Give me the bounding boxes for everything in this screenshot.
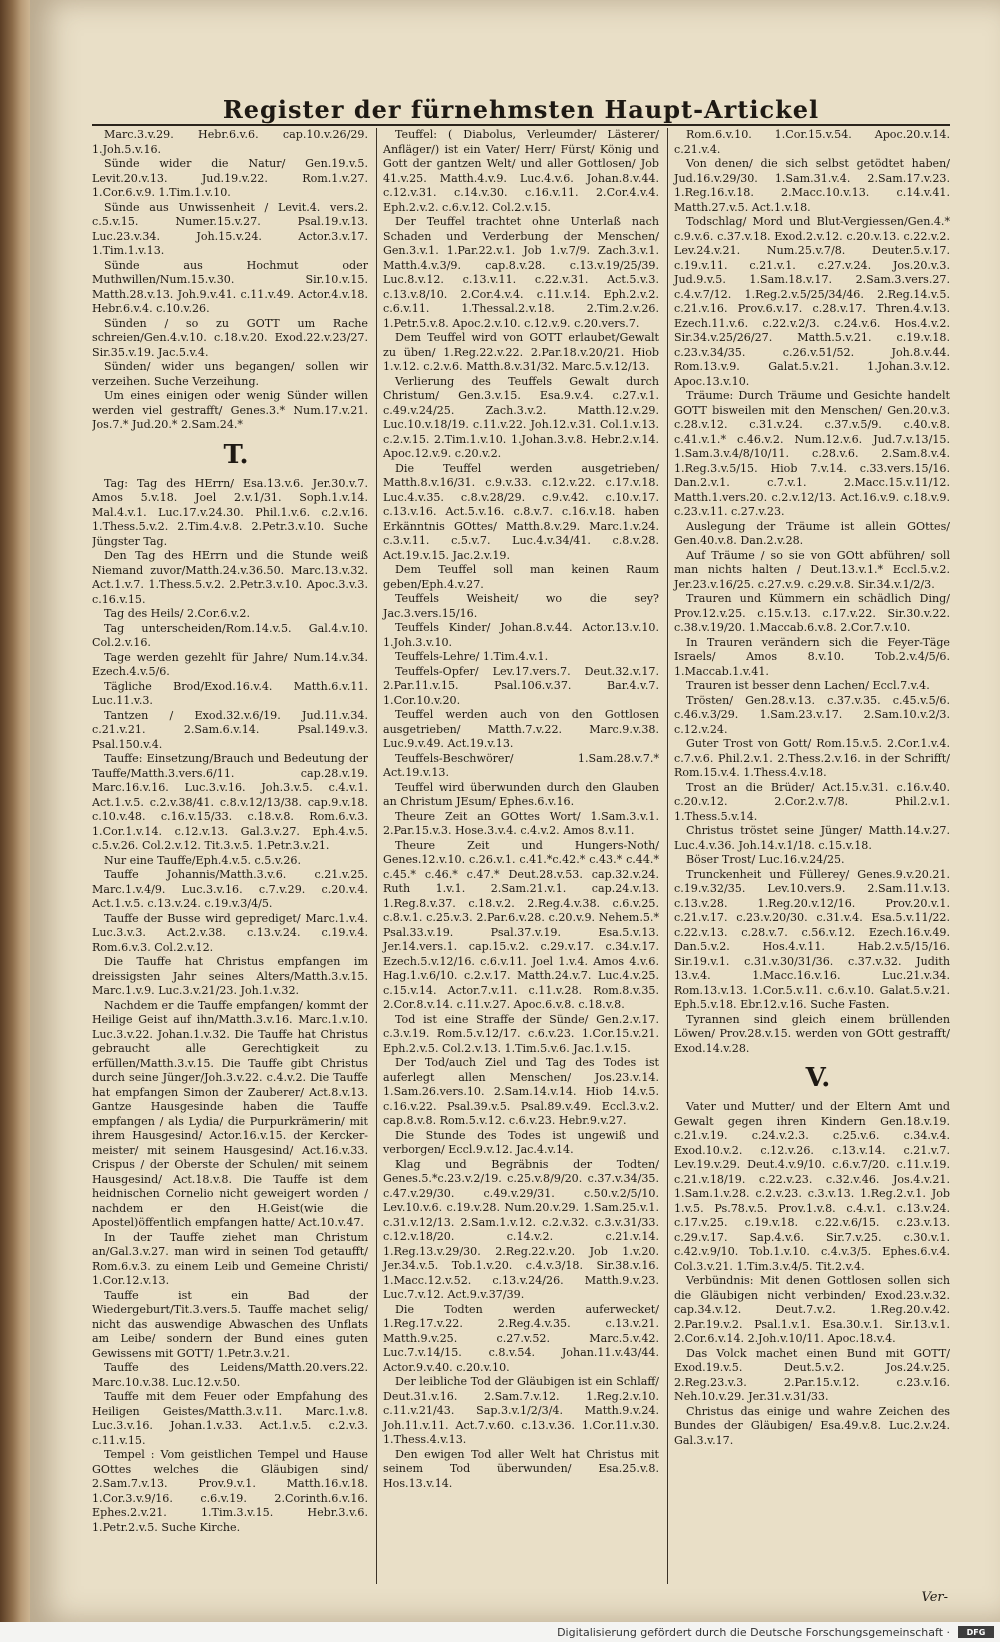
register-entry: Tempel : Vom geistlichen Tempel und Hause GOttes welches die Gläubigen sind/ 2.Sam.7.v.13. Prov.9.v.1. Matth.16.v.18. 1.Cor.3.v.9/16. c.6.v.19. 2.Corinth.6.v.16. Ephes.2.v.21. 1.Tim.3.v.15. Hebr.3.v.6. 1.Petr.2.v.5. Suche Kirche.: [92, 1448, 368, 1534]
register-entry: Vater und Mutter/ und der Eltern Amt und Gewalt gegen ihren Kindern Gen.18.v.19. c.21.v.19. c.24.v.2.3. c.25.v.6. c.34.v.4. Exod.10.v.2. c.12.v.26. c.13.v.14. c.21.v.7. Lev.19.v.29. Deut.4.v.9/10. c.6.v.7/20. c.11.v.19. c.21.v.18/19. c.22.v.23. c.32.v.46. Jos.4.v.21. 1.Sam.1.v.28. c.2.v.23. c.3.v.13. 1.Reg.2.v.1. Job 1.v.5. Ps.78.v.5. Prov.1.v.8. c.4.v.1. c.13.v.24. c.17.v.25. c.19.v.18. c.22.v.6/15. c.23.v.13. c.29.v.17. Sap.4.v.6. Sir.7.v.25. c.30.v.1. c.42.v.9/10. Tob.1.v.10. c.4.v.3/5. Ephes.6.v.4. Col.3.v.21. 1.Tim.3.v.4/5. Tit.2.v.4.: [674, 1100, 950, 1273]
register-entry: Böser Trost/ Luc.16.v.24/25.: [686, 853, 845, 866]
register-entry: Verbündnis: Mit denen Gottlosen sollen sich die Gläubigen nicht verbinden/ Exod.23.v.32. cap.34.v.12. Deut.7.v.2. 1.Reg.20.v.42. 2.Par.19.v.2. Psal.1.v.1. Esa.30.v.1. Sir.13.v.1. 2.Cor.6.v.14. 2.Joh.v.10/11. Apoc.18.v.4.: [674, 1274, 950, 1345]
register-entry: Teuffels Weisheit/ wo die sey? Jac.3.vers.15/16.: [383, 592, 659, 620]
register-entry: Trost an die Brüder/ Act.15.v.31. c.16.v.40. c.20.v.12. 2.Cor.2.v.7/8. Phil.2.v.1. 1.Thess.5.v.14.: [674, 780, 950, 823]
register-entry: Marc.3.v.29. Hebr.6.v.6. cap.10.v.26/29. 1.Joh.5.v.16.: [92, 128, 368, 156]
register-entry: Sünde aus Unwissenheit / Levit.4. vers.2. c.5.v.15. Numer.15.v.27. Psal.19.v.13. Luc.23.v.34. Joh.15.v.24. Actor.3.v.17. 1.Tim.1.v.13.: [92, 200, 368, 257]
register-entry: Träume: Durch Träume und Gesichte handelt GOTT bisweilen mit den Menschen/ Gen.20.v.3. c.28.v.12. c.31.v.24. c.37.v.5/9. c.40.v.8. c.41.v.1.* c.46.v.2. Num.12.v.6. Jud.7.v.13/15. 1.Sam.3.v.4/8/10/11. c.28.v.6. 2.Sam.8.v.4. 1.Reg.3.v.5/15. Hiob 7.v.14. c.33.vers.15/16. Dan.2.v.1. c.7.v.1. 2.Macc.15.v.11/12. Matth.1.vers.20. c.2.v.12/13. Act.16.v.9. c.18.v.9. c.23.v.11. c.27.v.23.: [674, 389, 950, 518]
register-entry: Tod ist eine Straffe der Sünde/ Gen.2.v.17. c.3.v.19. Rom.5.v.12/17. c.6.v.23. 1.Cor.15.v.21. Eph.2.v.5. Col.2.v.13. 1.Tim.5.v.6. Jac.1.v.15.: [383, 1012, 659, 1055]
register-entry: Trösten/ Gen.28.v.13. c.37.v.35. c.45.v.5/6. c.46.v.3/29. 1.Sam.23.v.17. 2.Sam.10.v.2/3. c.12.v.24.: [674, 693, 950, 736]
register-entry: Nachdem er die Tauffe empfangen/ kommt der Heilige Geist auf ihn/Matth.3.v.16. Marc.1.v.10. Luc.3.v.22. Johan.1.v.32. Die Tauffe hat Christus gebraucht alle Gerechtigkeit zu erfüllen/Matth.3.v.15. Die Tauffe gibt Christus durch seine Jünger/Joh.3.v.22. c.4.v.2. Die Tauffe hat empfangen Simon der Zauberer/ Act.8.v.13. Gantze Hausgesinde haben die Tauffe empfangen / als Lydia/ die Purpurkrämerin/ mit ihrem Hausgesind/ Actor.16.v.15. der Kercker-meister/ mit seinem Hausgesind/ Act.16.v.33. Crispus / der Oberste der Schulen/ mit seinem Hausgesind/ Act.18.v.8. Die Tauffe ist dem heidnischen Cornelio nicht geweigert worden / nachdem er den H.Geist(wie die Apostel)öffentlich empfangen hatte/ Act.10.v.47.: [92, 998, 368, 1229]
register-entry: Tyrannen sind gleich einem brüllenden Löwen/ Prov.28.v.15. werden von GOtt gestrafft/ Exod.14.v.28.: [674, 1012, 950, 1055]
register-entry: Christus tröstet seine Jünger/ Matth.14.v.27. Luc.4.v.36. Joh.14.v.1/18. c.15.v.18.: [674, 824, 950, 852]
text-columns: [92, 128, 950, 1584]
register-entry: Tauffe der Busse wird geprediget/ Marc.1.v.4. Luc.3.v.3. Act.2.v.38. c.13.v.24. c.19.v.4. Rom.6.v.3. Col.2.v.12.: [92, 911, 368, 954]
register-entry: Trauren ist besser denn Lachen/ Eccl.7.v.4.: [686, 679, 930, 692]
register-entry: Tage werden gezehlt für Jahre/ Num.14.v.34. Ezech.4.v.5/6.: [92, 650, 368, 678]
register-entry: Die Teuffel werden ausgetrieben/ Matth.8.v.16/31. c.9.v.33. c.12.v.22. c.17.v.18. Luc.4.v.35. c.8.v.28/29. c.9.v.42. c.10.v.17. c.13.v.16. Act.5.v.16. c.8.v.7. c.16.v.18. haben Erkänntnis GOttes/ Matth.8.v.29. Marc.1.v.24. c.3.v.11. c.5.v.7. Luc.4.v.34/41. c.8.v.28. Act.19.v.15. Jac.2.v.19.: [383, 461, 659, 562]
register-entry: Auslegung der Träume ist allein GOttes/ Gen.40.v.8. Dan.2.v.28.: [674, 519, 950, 547]
catchword: Ver-: [921, 1590, 948, 1605]
section-letter: T.: [223, 439, 249, 470]
column-left: [92, 128, 368, 1584]
section-letter: V.: [805, 1063, 831, 1093]
register-entry: Sünde aus Hochmut oder Muthwillen/Num.15.v.30. Sir.10.v.15. Matth.28.v.13. Joh.9.v.41. c.11.v.49. Actor.4.v.18. Hebr.6.v.4. c.10.v.26.: [92, 258, 368, 315]
register-entry: Nur eine Tauffe/Eph.4.v.5. c.5.v.26.: [104, 853, 301, 867]
register-entry: Trunckenheit und Füllerey/ Genes.9.v.20.21. c.19.v.32/35. Lev.10.vers.9. 2.Sam.11.v.13. c.13.v.28. 1.Reg.20.v.12/16. Prov.20.v.1. c.21.v.17. c.23.v.20/30. c.31.v.4. Esa.5.v.11/22. c.22.v.13. c.28.v.7. c.56.v.12. Ezech.16.v.49. Dan.5.v.2. Hos.4.v.11. Hab.2.v.5/15/16. Sir.19.v.1. c.31.v.30/31/36. c.37.v.32. Judith 13.v.4. 1.Macc.16.v.16. Luc.21.v.34. Rom.13.v.13. 1.Cor.5.v.11. c.6.v.10. Galat.5.v.21. Eph.5.v.18. Ebr.12.v.16. Suche Fasten.: [674, 867, 950, 1011]
register-entry: Theure Zeit und Hungers-Noth/ Genes.12.v.10. c.26.v.1. c.41.*c.42.* c.43.* c.44.* c.45.* c.46.* c.47.* Deut.28.v.53. cap.32.v.24. Ruth 1.v.1. 2.Sam.21.v.1. cap.24.v.13. 1.Reg.8.v.37. c.18.v.2. 2.Reg.4.v.38. c.6.v.25. c.8.v.1. c.25.v.3. 2.Par.6.v.28. c.20.v.9. Nehem.5.* Psal.33.v.19. Psal.37.v.19. Esa.5.v.13. Jer.14.vers.1. cap.15.v.2. c.29.v.17. c.34.v.17. Ezech.5.v.12/16. c.6.v.11. Joel 1.v.4. Amos 4.v.6. Hag.1.v.6/10. c.2.v.17. Matth.24.v.7. Luc.4.v.25. c.15.v.14. Actor.7.v.11. c.11.v.28. Rom.8.v.35. 2.Cor.8.v.14. c.11.v.27. Apoc.6.v.8. c.18.v.8.: [383, 838, 659, 1011]
dfg-logo-icon: DFG: [958, 1626, 994, 1638]
register-entry: Rom.6.v.10. 1.Cor.15.v.54. Apoc.20.v.14. c.21.v.4.: [674, 128, 950, 156]
register-entry: Sünde wider die Natur/ Gen.19.v.5. Levit.20.v.13. Jud.19.v.22. Rom.1.v.27. 1.Cor.6.v.9. 1.Tim.1.v.10.: [92, 157, 368, 199]
register-entry: Dem Teuffel soll man keinen Raum geben/Eph.4.v.27.: [383, 563, 659, 591]
register-entry: In der Tauffe ziehet man Christum an/Gal.3.v.27. man wird in seinen Tod getaufft/ Rom.6.v.3. zu einem Leib und Gemeine Christi/ 1.Cor.12.v.13.: [92, 1230, 368, 1287]
register-entry: Die Todten werden auferwecket/ 1.Reg.17.v.22. 2.Reg.4.v.35. c.13.v.21. Matth.9.v.25. c.27.v.52. Marc.5.v.42. Luc.7.v.14/15. c.8.v.54. Johan.11.v.43/44. Actor.9.v.40. c.20.v.10.: [383, 1302, 659, 1374]
register-entry: Der leibliche Tod der Gläubigen ist ein Schlaff/ Deut.31.v.16. 2.Sam.7.v.12. 1.Reg.2.v.10. c.11.v.21/43. Sap.3.v.1/2/3/4. Matth.9.v.24. Joh.11.v.11. Act.7.v.60. c.13.v.36. 1.Cor.11.v.30. 1.Thess.4.v.13.: [383, 1375, 659, 1446]
register-entry: Den ewigen Tod aller Welt hat Christus mit seinem Tod überwunden/ Esa.25.v.8. Hos.13.v.14.: [383, 1447, 659, 1490]
register-entry: Auf Träume / so sie von GOtt abführen/ soll man nichts halten / Deut.13.v.1.* Eccl.5.v.2. Jer.23.v.16/25. c.27.v.9. c.29.v.8. Sir.34.v.1/2/3.: [674, 548, 950, 591]
register-entry: Von denen/ die sich selbst getödtet haben/ Jud.16.v.29/30. 1.Sam.31.v.4. 2.Sam.17.v.23. 1.Reg.16.v.18. 2.Macc.10.v.13. c.14.v.41. Matth.27.v.5. Act.1.v.18.: [674, 157, 950, 214]
page-header: [92, 94, 950, 126]
footer-bar: [0, 1622, 1000, 1642]
register-entry: Der Tod/auch Ziel und Tag des Todes ist auferlegt allen Menschen/ Jos.23.v.14. 1.Sam.26.vers.10. 2.Sam.14.v.14. Hiob 14.v.5. c.16.v.22. Psal.39.v.5. Psal.89.v.49. Eccl.3.v.2. cap.8.v.8. Rom.5.v.12. c.6.v.23. Hebr.9.v.27.: [383, 1056, 659, 1127]
register-entry: Teuffels Kinder/ Johan.8.v.44. Actor.13.v.10. 1.Joh.3.v.10.: [383, 621, 659, 649]
register-entry: Teuffel wird überwunden durch den Glauben an Christum JEsum/ Ephes.6.v.16.: [383, 780, 659, 808]
register-entry: Tantzen / Exod.32.v.6/19. Jud.11.v.34. c.21.v.21. 2.Sam.6.v.14. Psal.149.v.3. Psal.150.v.4.: [92, 708, 368, 751]
register-entry: Christus das einige und wahre Zeichen des Bundes der Gläubigen/ Esa.49.v.8. Luc.2.v.24. Gal.3.v.17.: [674, 1404, 950, 1447]
register-entry: Teuffels-Lehre/ 1.Tim.4.v.1.: [395, 650, 549, 663]
register-entry: In Trauren verändern sich die Feyer-Täge Israels/ Amos 8.v.10. Tob.2.v.4/5/6. 1.Maccab.1.v.41.: [674, 635, 950, 678]
register-entry: Trauren und Kümmern ein schädlich Ding/ Prov.12.v.25. c.15.v.13. c.17.v.22. Sir.30.v.22. c.38.v.19/20. 1.Maccab.6.v.8. 2.Cor.7.v.10.: [674, 592, 950, 634]
register-entry: Tägliche Brod/Exod.16.v.4. Matth.6.v.11. Luc.11.v.3.: [92, 679, 368, 707]
register-entry: Teuffel: ( Diabolus, Verleumder/ Lästerer/ Anfläger/) ist ein Vater/ Herr/ Fürst/ König und Gott der gantzen Welt/ und aller Gottlosen/ Job 41.v.25. Matth.4.v.9. Luc.4.v.6. Johan.8.v.44. c.12.v.31. c.14.v.30. c.16.v.11. 2.Cor.4.v.4. Eph.2.v.2. c.6.v.12. Col.2.v.15.: [383, 128, 659, 214]
register-entry: Tag unterscheiden/Rom.14.v.5. Gal.4.v.10. Col.2.v.16.: [92, 621, 368, 649]
register-entry: Tauffe des Leidens/Matth.20.vers.22. Marc.10.v.38. Luc.12.v.50.: [92, 1361, 368, 1389]
register-entry: Die Tauffe hat Christus empfangen im dreissigsten Jahr seines Alters/Matth.3.v.15. Marc.1.v.9. Luc.3.v.21/23. Joh.1.v.32.: [92, 955, 368, 997]
register-entry: Tauffe ist ein Bad der Wiedergeburt/Tit.3.vers.5. Tauffe machet selig/ nicht das auswendige Abwaschen des Unflats am Leibe/ sondern der Bund eines guten Gewissens mit GOTT/ 1.Petr.3.v.21.: [92, 1288, 368, 1360]
register-entry: Tauffe mit dem Feuer oder Empfahung des Heiligen Geistes/Matth.3.v.11. Marc.1.v.8. Luc.3.v.16. Johan.1.v.33. Act.1.v.5. c.2.v.3. c.11.v.15.: [92, 1390, 368, 1447]
footer-credit: Digitalisierung gefördert durch die Deutsche Forschungsgemeinschaft ·: [557, 1625, 950, 1639]
register-entry: Todschlag/ Mord und Blut-Vergiessen/Gen.4.* c.9.v.6. c.37.v.18. Exod.2.v.12. c.20.v.13. c.22.v.2. Lev.24.v.21. Num.25.v.7/8. Deuter.5.v.17. c.19.v.11. c.21.v.1. c.27.v.24. Jos.20.v.3. Jud.9.v.5. 1.Sam.18.v.17. 2.Sam.3.vers.27. c.4.v.7/12. 1.Reg.2.v.5/25/34/46. 2.Reg.14.v.5. c.21.v.16. Prov.6.v.17. c.28.v.17. Thren.4.v.13. Ezech.11.v.6. c.22.v.2/3. c.24.v.6. Hos.4.v.2. Sir.34.v.25/26/27. Matth.5.v.21. c.19.v.18. c.23.v.34/35. c.26.v.51/52. Joh.8.v.44. Rom.13.v.9. Galat.5.v.21. 1.Johan.3.v.12. Apoc.13.v.10.: [674, 215, 950, 388]
register-entry: Sünden / so zu GOTT um Rache schreien/Gen.4.v.10. c.18.v.20. Exod.22.v.23/27. Sir.35.v.19. Jac.5.v.4.: [92, 316, 368, 359]
register-entry: Um eines einigen oder wenig Sünder willen werden viel gestrafft/ Genes.3.* Num.17.v.21. Jos.7.* Jud.20.* 2.Sam.24.*: [92, 389, 368, 431]
register-entry: Den Tag des HErrn und die Stunde weiß Niemand zuvor/Matth.24.v.36.50. Marc.13.v.32. Act.1.v.7. 1.Thess.5.v.2. 2.Petr.3.v.10. Apoc.3.v.3. c.16.v.15.: [92, 549, 368, 606]
register-entry: Tauffe: Einsetzung/Brauch und Bedeutung der Tauffe/Matth.3.vers.6/11. cap.28.v.19. Marc.16.v.16. Luc.3.v.16. Joh.3.v.5. c.4.v.1. Act.1.v.5. c.2.v.38/41. c.8.v.12/13/38. cap.9.v.18. c.10.v.48. c.16.v.15/33. c.18.v.8. Rom.6.v.3. 1.Cor.1.v.14. c.12.v.13. Gal.3.v.27. Eph.4.v.5. c.5.v.26. Col.2.v.12. Tit.3.v.5. 1.Petr.3.v.21.: [92, 752, 368, 852]
register-entry: Verlierung des Teuffels Gewalt durch Christum/ Gen.3.v.15. Esa.9.v.4. c.27.v.1. c.49.v.24/25. Zach.3.v.2. Matth.12.v.29. Luc.10.v.18/19. c.11.v.22. Joh.12.v.31. Col.1.v.13. c.2.v.15. 2.Tim.1.v.10. 1.Johan.3.v.8. Hebr.2.v.14. Apoc.12.v.9. c.20.v.2.: [383, 374, 659, 460]
register-entry: Teuffels-Opfer/ Lev.17.vers.7. Deut.32.v.17. 2.Par.11.v.15. Psal.106.v.37. Bar.4.v.7. 1.Cor.10.v.20.: [383, 664, 659, 707]
register-entry: Tag des Heils/ 2.Cor.6.v.2.: [104, 607, 250, 620]
book-spine-edge: [0, 0, 30, 1642]
register-entry: Theure Zeit an GOttes Wort/ 1.Sam.3.v.1. 2.Par.15.v.3. Hose.3.v.4. c.4.v.2. Amos 8.v.11.: [383, 809, 659, 837]
register-entry: Dem Teuffel wird von GOTT erlaubet/Gewalt zu üben/ 1.Reg.22.v.22. 2.Par.18.v.20/21. Hiob 1.v.12. c.2.v.6. Matth.8.v.31/32. Marc.5.v.12/13.: [383, 331, 659, 373]
register-entry: Tauffe Johannis/Matth.3.v.6. c.21.v.25. Marc.1.v.4/9. Luc.3.v.16. c.7.v.29. c.20.v.4. Act.1.v.5. c.13.v.24. c.19.v.3/4/5.: [92, 868, 368, 910]
register-entry: Teuffels-Beschwörer/ 1.Sam.28.v.7.* Act.19.v.13.: [383, 751, 659, 779]
register-entry: Sünden/ wider uns begangen/ sollen wir verzeihen. Suche Verzeihung.: [92, 360, 368, 388]
register-entry: Teuffel werden auch von den Gottlosen ausgetrieben/ Matth.7.v.22. Marc.9.v.38. Luc.9.v.49. Act.19.v.13.: [383, 708, 659, 750]
column-middle: [376, 128, 659, 1584]
register-entry: Klag und Begräbnis der Todten/ Genes.5.*c.23.v.2/19. c.25.v.8/9/20. c.37.v.34/35. c.47.v.29/30. c.49.v.29/31. c.50.v.2/5/10. Lev.10.v.6. c.19.v.28. Num.20.v.29. 1.Sam.25.v.1. c.31.v.12/13. 2.Sam.1.v.12. c.2.v.32. c.3.v.31/33. c.12.v.18/20. c.14.v.2. c.21.v.14. 1.Reg.13.v.29/30. 2.Reg.22.v.20. Job 1.v.20. Jer.34.v.5. Tob.1.v.20. c.4.v.3/18. Sir.38.v.16. 1.Macc.12.v.52. c.13.v.24/26. Matth.9.v.23. Luc.7.v.12. Act.9.v.37/39.: [383, 1157, 659, 1301]
register-entry: Der Teuffel trachtet ohne Unterlaß nach Schaden und Verderbung der Menschen/ Gen.3.v.1. 1.Par.22.v.1. Job 1.v.7/9. Zach.3.v.1. Matth.4.v.3/9. cap.8.v.28. c.13.v.19/25/39. Luc.8.v.12. c.13.v.11. c.22.v.31. Act.5.v.3. c.13.v.8/10. 2.Cor.4.v.4. c.11.v.14. Eph.2.v.2. c.6.v.11. 1.Thessal.2.v.18. 2.Tim.2.v.26. 1.Petr.5.v.8. Apoc.2.v.10. c.12.v.9. c.20.vers.7.: [383, 215, 659, 330]
register-entry: Das Volck machet einen Bund mit GOTT/ Exod.19.v.5. Deut.5.v.2. Jos.24.v.25. 2.Reg.23.v.3. 2.Par.15.v.12. c.23.v.16. Neh.10.v.29. Jer.31.v.31/33.: [674, 1346, 950, 1403]
header-title: Register der fürnehmsten Haupt-Artickel: [222, 94, 820, 124]
register-entry: Tag: Tag des HErrn/ Esa.13.v.6. Jer.30.v.7. Amos 5.v.18. Joel 2.v.1/31. Soph.1.v.14. Mal.4.v.1. Luc.17.v.24.30. Phil.1.v.6. c.2.v.16. 1.Thess.5.v.2. 2.Tim.4.v.8. 2.Petr.3.v.10. Suche Jüngster Tag.: [92, 476, 368, 548]
register-entry: Die Stunde des Todes ist ungewiß und verborgen/ Eccl.9.v.12. Jac.4.v.14.: [383, 1128, 659, 1156]
register-entry: Guter Trost von Gott/ Rom.15.v.5. 2.Cor.1.v.4. c.7.v.6. Phil.2.v.1. 2.Thess.2.v.16. in der Schrifft/ Rom.15.v.4. 1.Thess.4.v.18.: [674, 737, 950, 779]
column-right: [667, 128, 950, 1584]
